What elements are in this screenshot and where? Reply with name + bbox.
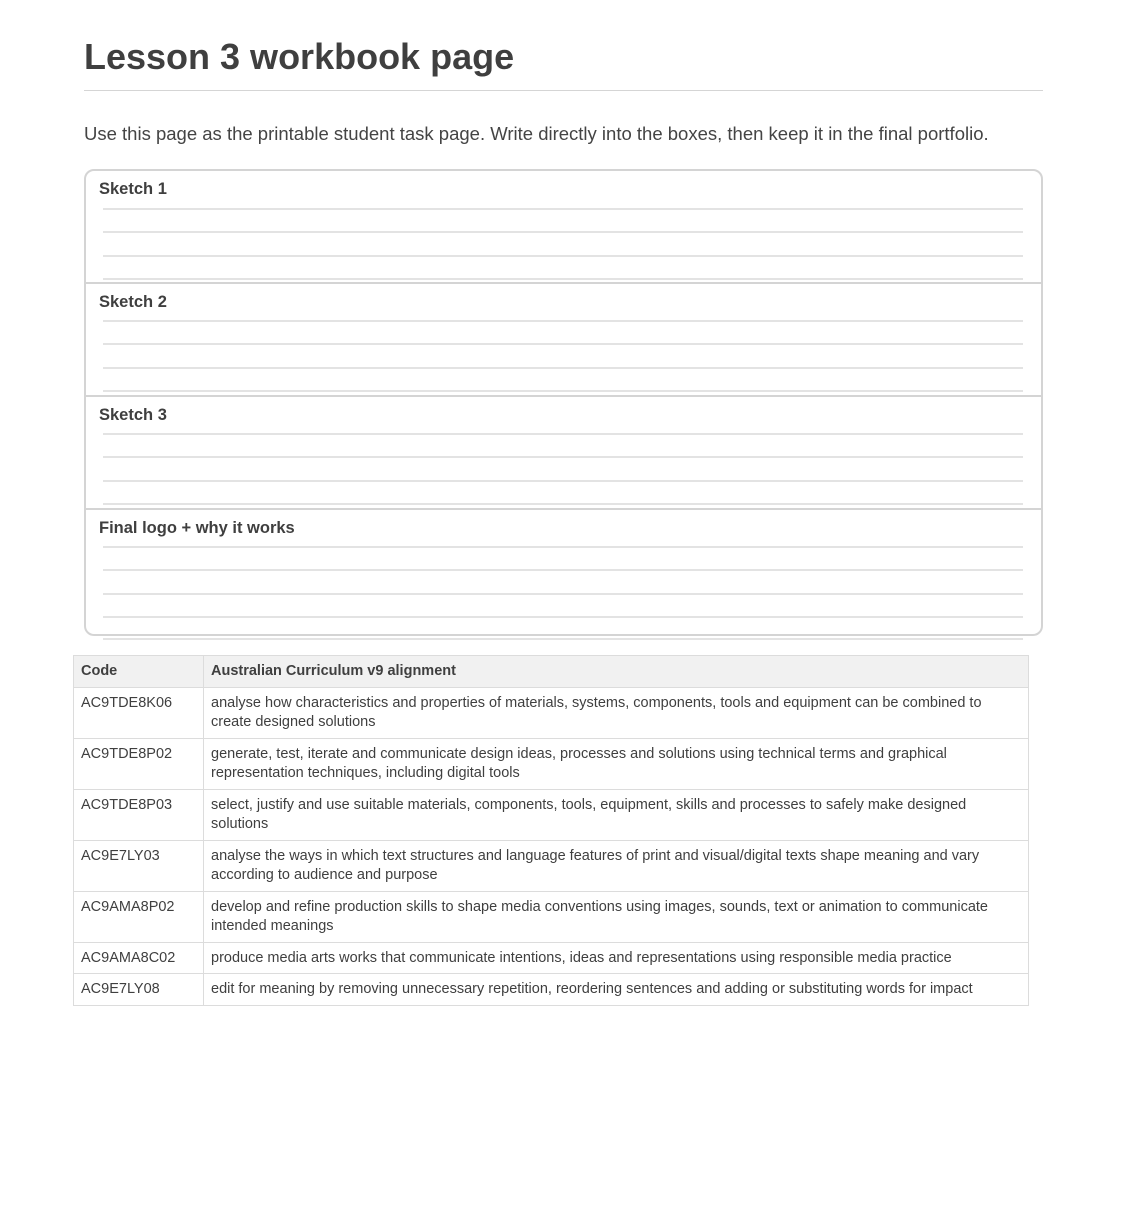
page-title: Lesson 3 workbook page	[84, 0, 1043, 91]
code-cell: AC9TDE8K06	[74, 687, 204, 738]
code-cell: AC9TDE8P03	[74, 789, 204, 840]
writing-line	[103, 433, 1023, 435]
alignment-column-header: Australian Curriculum v9 alignment	[204, 656, 1029, 688]
writing-line	[103, 480, 1023, 482]
writing-line	[103, 616, 1023, 618]
writing-line	[103, 320, 1023, 322]
description-cell: edit for meaning by removing unnecessary repetition, reordering sentences and adding or substituting words for impact	[204, 974, 1029, 1006]
description-cell: generate, test, iterate and communicate design ideas, processes and solutions using technical terms and graphical representation techniques, including digital tools	[204, 738, 1029, 789]
code-cell: AC9E7LY03	[74, 840, 204, 891]
table-row	[74, 942, 1029, 974]
section-label: Sketch 1	[99, 180, 167, 198]
code-column-header: Code	[74, 656, 204, 688]
table-row	[74, 789, 1029, 840]
sketch-3-section	[86, 397, 1041, 508]
final-logo-section	[86, 510, 1041, 634]
task-box	[84, 169, 1043, 636]
description-cell: analyse how characteristics and properties of materials, systems, components, tools and equipment can be combined to create designed solutions	[204, 687, 1029, 738]
description-cell: develop and refine production skills to shape media conventions using images, sounds, text or animation to communicate intended meanings	[204, 891, 1029, 942]
table-row	[74, 974, 1029, 1006]
writing-line	[103, 390, 1023, 392]
table-row	[74, 840, 1029, 891]
writing-line	[103, 593, 1023, 595]
writing-line	[103, 456, 1023, 458]
section-label: Sketch 2	[99, 293, 167, 311]
sketch-2-section	[86, 284, 1041, 395]
writing-line	[103, 503, 1023, 505]
table-row	[74, 687, 1029, 738]
intro-text: Use this page as the printable student task page. Write directly into the boxes, then keep it in the final portfolio.	[84, 123, 989, 144]
writing-line	[103, 569, 1023, 571]
curriculum-alignment-table	[73, 655, 1029, 1006]
writing-line	[103, 231, 1023, 233]
section-label: Sketch 3	[99, 406, 167, 424]
writing-line	[103, 367, 1023, 369]
table-row	[74, 738, 1029, 789]
sketch-1-section	[86, 171, 1041, 282]
workbook-page	[84, 0, 1043, 537]
table-row	[74, 891, 1029, 942]
code-cell: AC9AMA8P02	[74, 891, 204, 942]
description-cell: produce media arts works that communicate intentions, ideas and representations using responsible media practice	[204, 942, 1029, 974]
description-cell: select, justify and use suitable materials, components, tools, equipment, skills and processes to safely make designed solutions	[204, 789, 1029, 840]
code-cell: AC9AMA8C02	[74, 942, 204, 974]
writing-line	[103, 278, 1023, 280]
code-cell: AC9E7LY08	[74, 974, 204, 1006]
description-cell: analyse the ways in which text structures and language features of print and visual/digital texts shape meaning and vary according to audience and purpose	[204, 840, 1029, 891]
section-label: Final logo + why it works	[99, 519, 295, 537]
writing-line	[103, 255, 1023, 257]
writing-line	[103, 638, 1023, 640]
writing-line	[103, 208, 1023, 210]
table-header-row	[74, 656, 1029, 688]
writing-line	[103, 343, 1023, 345]
code-cell: AC9TDE8P02	[74, 738, 204, 789]
writing-line	[103, 546, 1023, 548]
